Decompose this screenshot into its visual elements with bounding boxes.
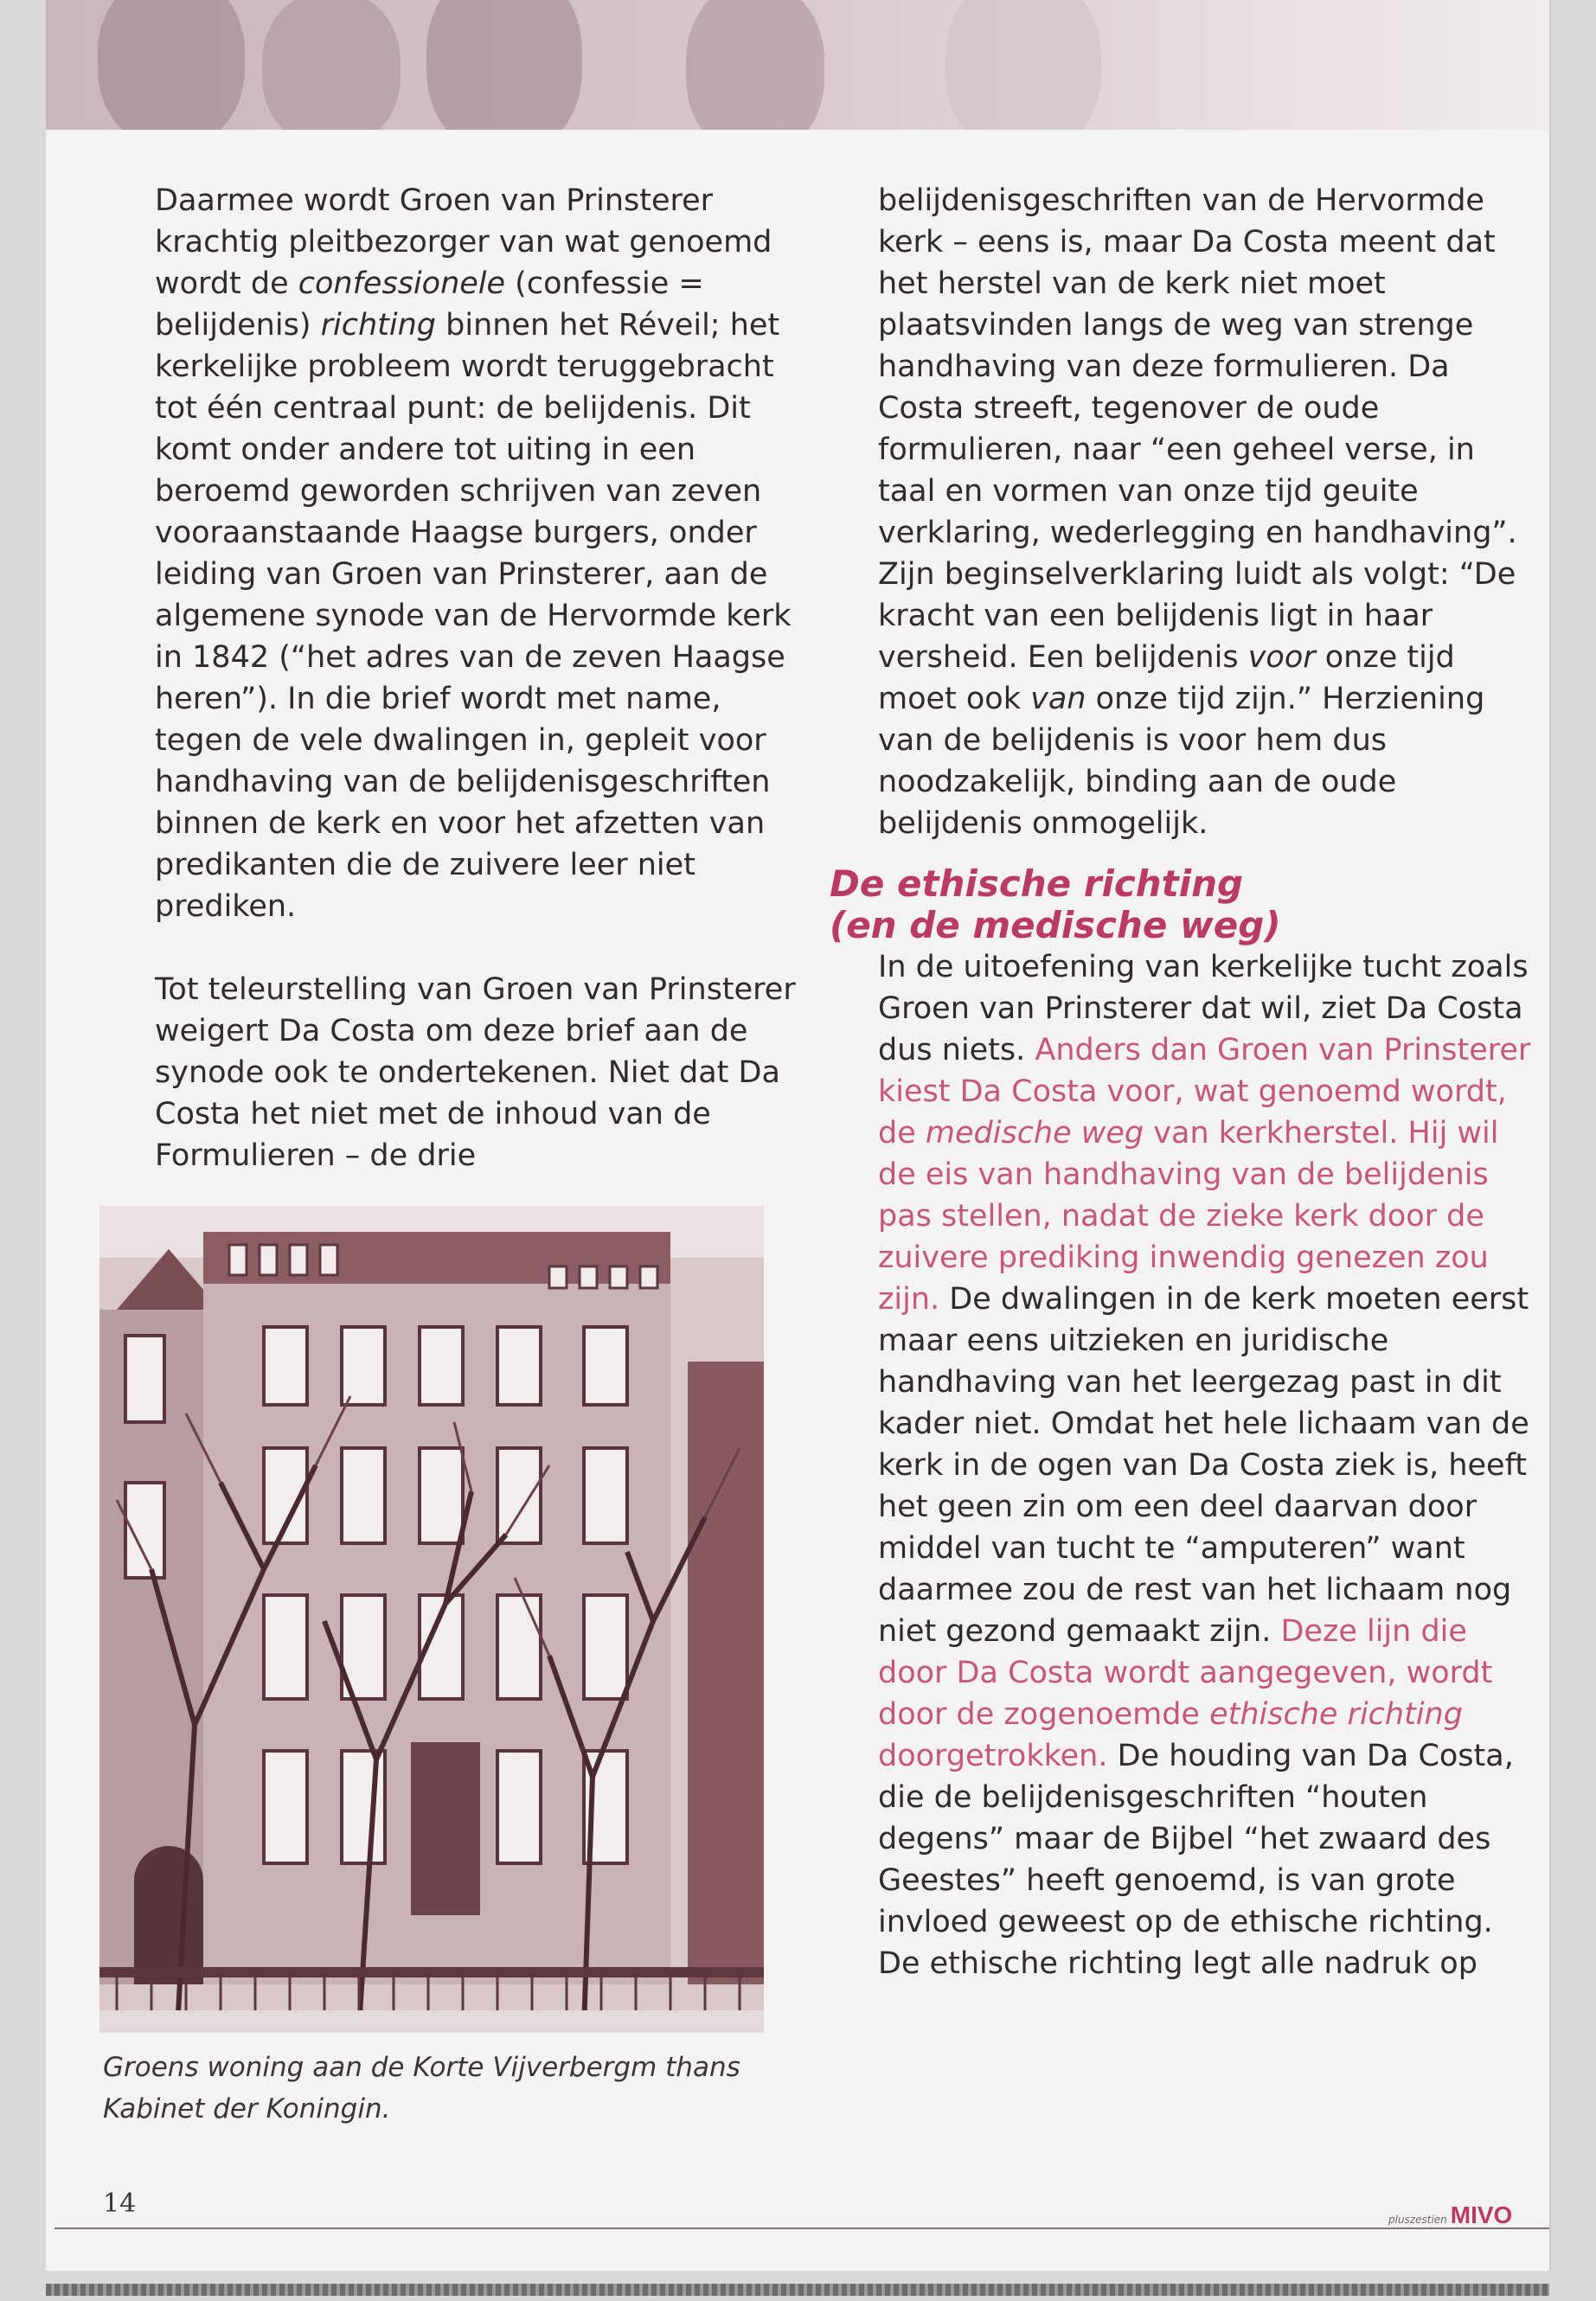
- building-photo: [99, 1206, 764, 2033]
- right-paragraph-2: In de uitoefening van kerkelijke tucht zoals Groen van Prinsterer dat wil, ziet Da Costa dus niets. Anders dan Groen van Prinsterer kiest Da Costa voor, wat genoemd wordt, de medische weg van kerkherstel. Hij wil de eis van handhaving van de belijdenis pas stellen, nadat de zieke kerk door de zuivere prediking inwendig genezen zou zijn. De dwalingen in de kerk moeten eerst maar eens uitzieken en juridische handhaving van het leergezag past in dit kader niet. Omdat het hele lichaam van de kerk in de ogen van Da Costa ziek is, heeft het geen zin om een deel daarvan door middel van tucht te “amputeren” want daarmee zou de rest van het lichaam nog niet gezond gemaakt zijn. Deze lijn die door Da Costa wordt aangegeven, wordt door de zogenoemde ethische richting doorgetrokken. De houding van Da Costa, die de belijdenisgeschriften “houten degens” maar de Bijbel “het zwaard des Geestes” heeft genoemd, is van grote invloed geweest op de ethische richting.: [878, 950, 1531, 1939]
- banner-face-3: [426, 0, 582, 130]
- left-column: [155, 180, 812, 1176]
- scan-edge-strip: [46, 2284, 1549, 2296]
- section-heading-line-1: De ethische richting: [830, 862, 1244, 905]
- building-illustration: [99, 1206, 764, 2033]
- right-paragraph-1: belijdenisgeschriften van de Hervormde kerk – eens is, maar Da Costa meent dat het herstel van de kerk niet moet plaatsvinden langs de weg van strenge handhaving van deze formulieren. Da Costa streeft, tegenover de oude formulieren, naar “een geheel verse, in taal en vormen van onze tijd geuite verklaring, wederlegging en handhaving”. Zijn beginselverklaring luidt als volgt: “De kracht van een belijdenis ligt in haar versheid. Een belijdenis voor onze tijd moet ook van onze tijd zijn.” Herziening van de belijdenis is voor hem dus noodzakelijk, binding aan de oude belijdenis onmogelijk.: [878, 183, 1517, 841]
- photo-caption: Groens woning aan de Korte Vijverbergm thans Kabinet der Koningin.: [103, 2052, 740, 2125]
- banner-face-2: [262, 0, 401, 130]
- photo-banner: [46, 0, 1549, 130]
- right-paragraph-3: De ethische richting legt alle nadruk op: [878, 1946, 1477, 1981]
- brand-logo-text: MIVO: [1450, 2202, 1513, 2228]
- footer-rule: [54, 2227, 1549, 2229]
- highlighted-text-ethische-richting: Deze lijn die door Da Costa wordt aangegeven, wordt door de zogenoemde ethische richting doorgetrokken.: [878, 1614, 1493, 1773]
- left-paragraph-2: Tot teleurstelling van Groen van Prinsterer weigert Da Costa om deze brief aan de synode ook te ondertekenen. Niet dat Da Costa het niet met de inhoud van de Formulieren – de drie: [155, 972, 796, 1173]
- right-column: [830, 180, 1535, 1984]
- banner-face-4: [686, 0, 824, 130]
- page-number: 14: [103, 2189, 137, 2219]
- section-heading: [830, 863, 1535, 946]
- highlighted-text-medische-weg: Anders dan Groen van Prinsterer kiest Da Costa voor, wat genoemd wordt, de medische weg van kerkherstel. Hij wil de eis van handhaving van de belijdenis pas stellen, nadat de zieke kerk door de zuivere prediking inwendig genezen zou zijn.: [878, 1033, 1531, 1317]
- brand-tagline: pluszestien: [1388, 2214, 1447, 2226]
- publication-logo: [1388, 2202, 1512, 2229]
- magazine-page: [46, 0, 1551, 2271]
- banner-face-1: [98, 0, 245, 130]
- section-heading-line-2: (en de medische weg): [830, 904, 1281, 946]
- left-paragraph-1: Daarmee wordt Groen van Prinsterer krachtig pleitbezorger van wat genoemd wordt de confessionele (confessie = belijdenis) richting binnen het Réveil; het kerkelijke probleem wordt teruggebracht tot één centraal punt: de belijdenis. Dit komt onder andere tot uiting in een beroemd geworden schrijven van zeven vooraanstaande Haagse burgers, onder leiding van Groen van Prinsterer, aan de algemene synode van de Hervormde kerk in 1842 (“het adres van de zeven Haagse heren”). In die brief wordt met name, tegen de vele dwalingen in, gepleit voor handhaving van de belijdenisgeschriften binnen de kerk en voor het afzetten van predikanten die de zuivere leer niet prediken.: [155, 183, 792, 924]
- banner-face-5: [945, 0, 1101, 130]
